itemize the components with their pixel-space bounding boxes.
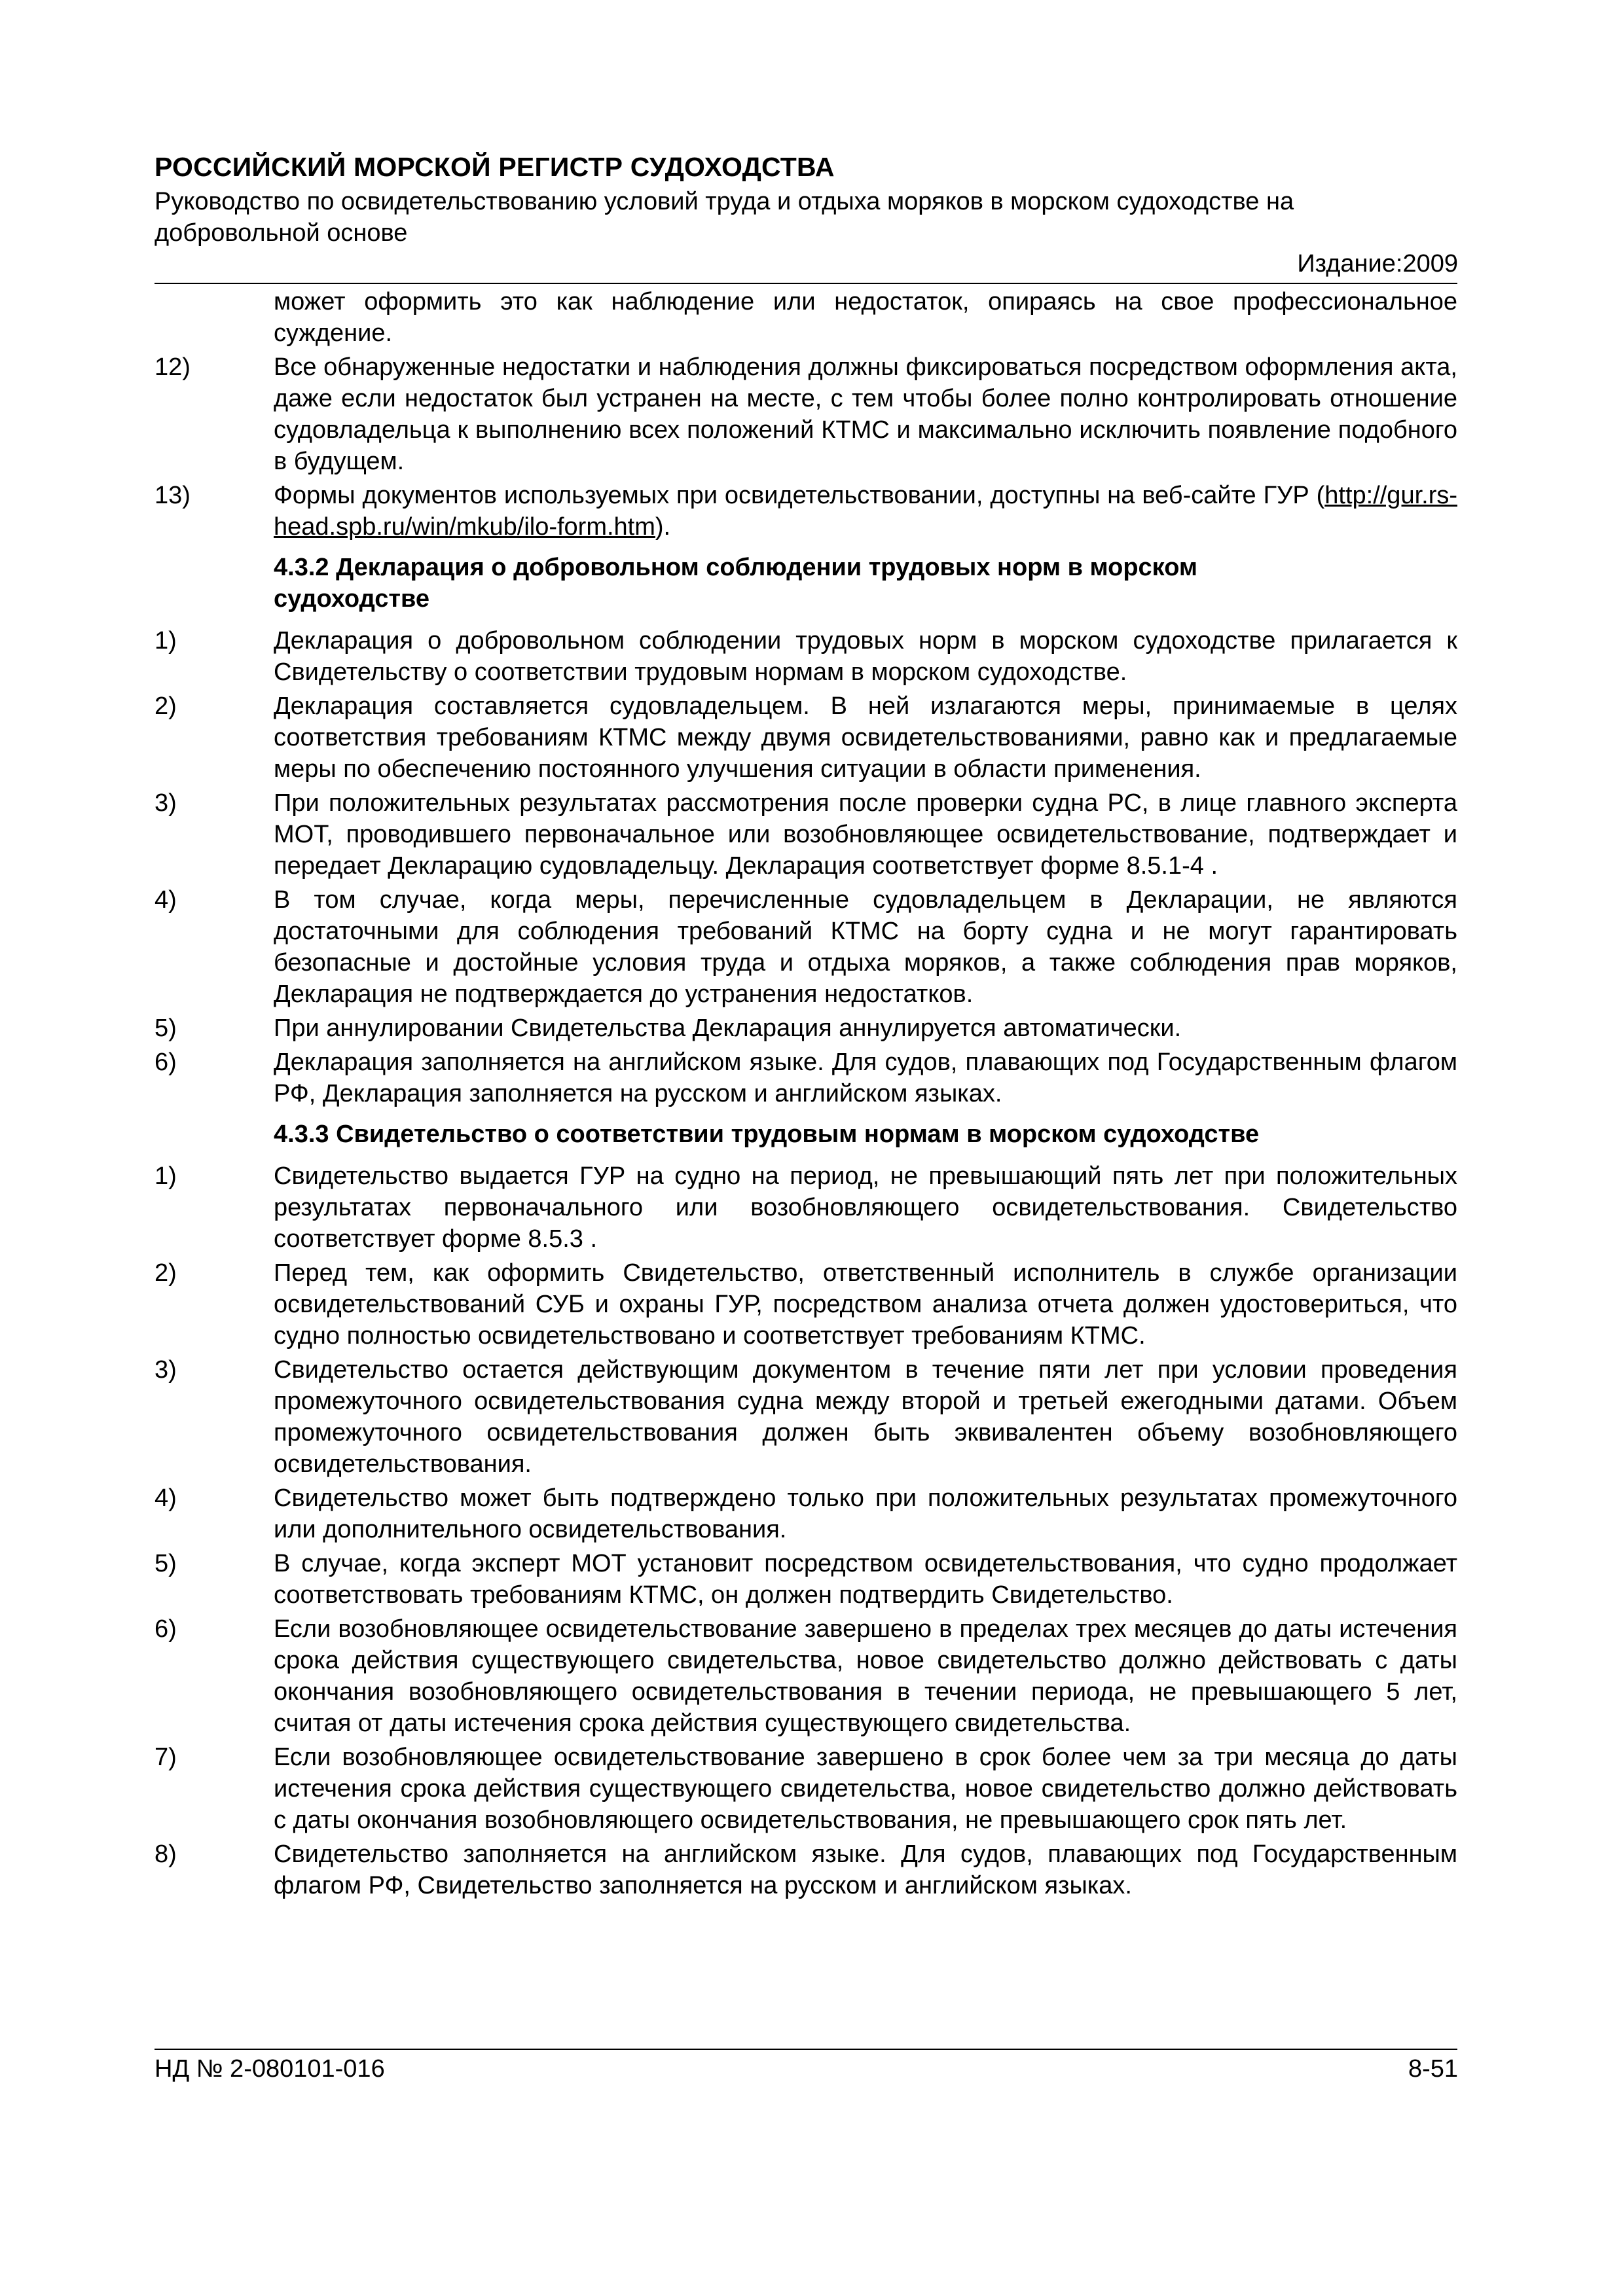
item-number: 12) <box>155 353 191 381</box>
list-item <box>155 787 1457 882</box>
item-text: Свидетельство выдается ГУР на судно на период, не превышающий пять лет при положительных результатах первоначального или возобновляющего освидетельствования. Свидетельство соответствует форме 8.5.3 . <box>274 1162 1457 1253</box>
item-text: Декларация составляется судовладельцем. В ней излагаются меры, принимаемые в целях соответствия требованиям КТМС между двумя освидетельствованиями, равно как и предлагаемые меры по обеспечению постоянного улучшения ситуации в области применения. <box>274 692 1457 783</box>
document-subtitle: Руководство по освидетельствованию условий труда и отдыха моряков в морском судоходстве на добровольной основе <box>155 188 1294 247</box>
organization-title: РОССИЙСКИЙ МОРСКОЙ РЕГИСТР СУДОХОДСТВА <box>155 152 835 182</box>
list-item <box>155 1839 1457 1901</box>
item-number: 2) <box>155 1259 177 1287</box>
list-item <box>155 480 1457 543</box>
list-item <box>155 1047 1457 1109</box>
item-text: При аннулировании Свидетельства Декларация аннулируется автоматически. <box>274 1014 1182 1042</box>
item-text-with-link: Формы документов используемых при освидетельствовании, доступны на веб-сайте ГУР (http://gur.rs-head.spb.ru/win/mkub/ilo-form.htm). <box>274 482 1457 541</box>
list-item <box>155 1354 1457 1480</box>
document-number: НД № 2-080101-016 <box>155 2055 385 2083</box>
item-number: 2) <box>155 692 177 720</box>
list-item <box>155 351 1457 477</box>
section-heading: 4.3.3 Свидетельство о соответствии трудовым нормам в морском судоходстве <box>274 1121 1260 1148</box>
item-number: 3) <box>155 789 177 817</box>
item-text: Перед тем, как оформить Свидетельство, ответственный исполнитель в службе организации освидетельствований СУБ и охраны ГУР, посредством анализа отчета должен удостовериться, что судно полностью освидетельствовано и соответствует требованиям КТМС. <box>274 1259 1457 1350</box>
list-item <box>155 884 1457 1010</box>
item-text: Свидетельство может быть подтверждено только при положительных результатах промежуточного или дополнительного освидетельствования. <box>274 1484 1457 1543</box>
item-number: 4) <box>155 1484 177 1512</box>
item-text: Свидетельство остается действующим документом в течение пяти лет при условии проведения промежуточного освидетельствования судна между второй и третьей ежегодными датами. Объем промежуточного освидетельствования должен быть эквивалентен объему возобновляющего освидетельствования. <box>274 1356 1457 1478</box>
list-item <box>155 691 1457 785</box>
item-text-end: ). <box>655 513 671 541</box>
list-item <box>155 1013 1457 1044</box>
item-number: 5) <box>155 1014 177 1042</box>
item-number: 1) <box>155 627 177 655</box>
list-item <box>155 1742 1457 1836</box>
item-text: Если возобновляющее освидетельствование завершено в срок более чем за три месяца до даты истечения срока действия существующего свидетельства, новое свидетельство должно действовать с даты окончания возобновляющего освидетельствования, не превышающего срок пять лет. <box>274 1744 1457 1834</box>
item-number: 8) <box>155 1840 177 1868</box>
list-item <box>155 1548 1457 1611</box>
document-body <box>155 286 1457 1901</box>
item-text: Декларация о добровольном соблюдении трудовых норм в морском судоходстве прилагается к Свидетельству о соответствии трудовым нормам в морском судоходстве. <box>274 627 1457 686</box>
item-number: 5) <box>155 1550 177 1577</box>
item-number: 7) <box>155 1744 177 1771</box>
page-number: 8-51 <box>1408 2055 1458 2083</box>
item-number: 6) <box>155 1049 177 1076</box>
edition-label: Издание:2009 <box>1297 250 1458 278</box>
item-number: 1) <box>155 1162 177 1190</box>
forms-link[interactable]: http://gur.rs-head.spb.ru/win/mkub/ilo-form.htm <box>274 482 1457 541</box>
list-item <box>155 625 1457 688</box>
list-item <box>155 1160 1457 1255</box>
list-item <box>155 1613 1457 1739</box>
item-text: В том случае, когда меры, перечисленные судовладельцем в Декларации, не являются достаточными для соблюдения требований КТМС на борту судна и не могут гарантировать безопасные и достойные условия труда и отдыха моряков, а также соблюдения прав моряков, Декларация не подтверждается до устранения недостатков. <box>274 886 1457 1008</box>
item-number: 3) <box>155 1356 177 1384</box>
section-heading: 4.3.2 Декларация о добровольном соблюдении трудовых норм в морском судоходстве <box>274 554 1198 613</box>
item-text: Декларация заполняется на английском языке. Для судов, плавающих под Государственным флагом РФ, Декларация заполняется на русском и английском языках. <box>274 1049 1457 1107</box>
item-number: 6) <box>155 1615 177 1643</box>
header-divider <box>155 283 1457 284</box>
continued-paragraph: может оформить это как наблюдение или недостаток, опираясь на свое профессиональное суждение. <box>274 288 1457 347</box>
list-item <box>155 1482 1457 1545</box>
list-item <box>155 1257 1457 1352</box>
item-text: Свидетельство заполняется на английском языке. Для судов, плавающих под Государственным флагом РФ, Свидетельство заполняется на русском и английском языках. <box>274 1840 1457 1899</box>
item-text: Если возобновляющее освидетельствование завершено в пределах трех месяцев до даты истечения срока действия существующего свидетельства, новое свидетельство должно действовать с даты окончания возобновляющего освидетельствования в течении периода, не превышающего 5 лет, считая от даты истечения срока действия существующего свидетельства. <box>274 1615 1457 1737</box>
item-number: 4) <box>155 886 177 914</box>
item-text: В случае, когда эксперт МОТ установит посредством освидетельствования, что судно продолжает соответствовать требованиям КТМС, он должен подтвердить Свидетельство. <box>274 1550 1457 1609</box>
footer-divider <box>155 2049 1457 2050</box>
item-text: При положительных результатах рассмотрения после проверки судна РС, в лице главного эксперта МОТ, проводившего первоначальное или возобновляющее освидетельствование, подтверждает и передает Декларацию судовладельцу. Декларация соответствует форме 8.5.1-4 . <box>274 789 1457 880</box>
item-number: 13) <box>155 482 191 509</box>
item-text: Все обнаруженные недостатки и наблюдения должны фиксироваться посредством оформления акта, даже если недостаток был устранен на месте, с тем чтобы более полно контролировать отношение судовладельца к выполнению всех положений КТМС и максимально исключить появление подобного в будущем. <box>274 353 1457 475</box>
item-text: Формы документов используемых при освидетельствовании, доступны на веб-сайте ГУР <box>274 482 1309 509</box>
